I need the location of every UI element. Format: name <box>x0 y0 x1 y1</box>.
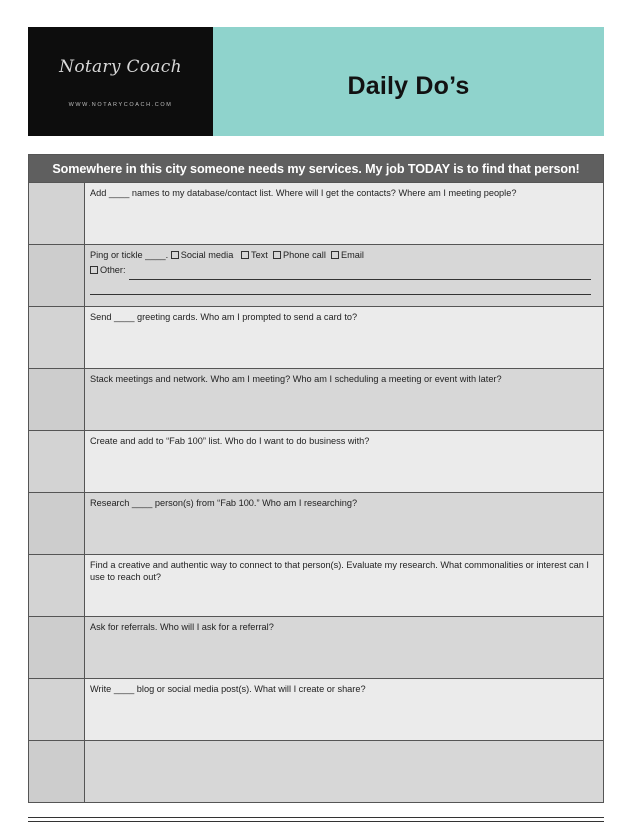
checkbox-icon[interactable] <box>241 251 249 259</box>
checkbox-cell[interactable] <box>29 555 85 616</box>
task-text: Ask for referrals. Who will I ask for a referral? <box>85 617 603 678</box>
option-other: Other: <box>100 265 126 275</box>
checkbox-icon[interactable] <box>171 251 179 259</box>
other-fill-line[interactable] <box>129 279 591 280</box>
table-row <box>29 555 603 617</box>
checkbox-icon[interactable] <box>273 251 281 259</box>
table-row <box>29 307 603 369</box>
task-text[interactable] <box>85 741 603 802</box>
task-text: Research ____ person(s) from “Fab 100.” Who am I researching? <box>85 493 603 554</box>
task-text: Write ____ blog or social media post(s). What will I create or share? <box>85 679 603 740</box>
table-row <box>29 493 603 555</box>
checkbox-cell[interactable] <box>29 493 85 554</box>
table-banner: Somewhere in this city someone needs my services. My job TODAY is to find that person! <box>29 155 603 183</box>
task-text: Stack meetings and network. Who am I meeting? Who am I scheduling a meeting or event with later? <box>85 369 603 430</box>
checkbox-icon[interactable] <box>90 266 98 274</box>
task-text: Create and add to “Fab 100” list. Who do I want to do business with? <box>85 431 603 492</box>
table-row <box>29 741 603 802</box>
checkbox-cell[interactable] <box>29 431 85 492</box>
table-row <box>29 679 603 741</box>
header <box>28 27 604 136</box>
task-text: Add ____ names to my database/contact list. Where will I get the contacts? Where am I meeting people? <box>85 183 603 244</box>
checkbox-cell[interactable] <box>29 679 85 740</box>
checkbox-cell[interactable] <box>29 183 85 244</box>
table-row <box>29 431 603 493</box>
logo-text: Notary Coach <box>59 57 182 77</box>
table-row <box>29 369 603 431</box>
task-text: Send ____ greeting cards. Who am I prompted to send a card to? <box>85 307 603 368</box>
checkbox-cell[interactable] <box>29 245 85 306</box>
daily-tasks-table <box>28 154 604 803</box>
task-text: Ping or tickle ____. <box>90 250 171 260</box>
checkbox-cell[interactable] <box>29 741 85 802</box>
title-box <box>213 27 604 136</box>
footer-divider <box>28 817 604 818</box>
page-title: Daily Do’s <box>347 72 470 100</box>
task-ping <box>85 245 603 306</box>
option-text: Text <box>250 250 268 260</box>
logo <box>28 27 213 136</box>
checkbox-cell[interactable] <box>29 307 85 368</box>
checkbox-cell[interactable] <box>29 617 85 678</box>
option-social-media: Social media <box>180 250 234 260</box>
checkbox-icon[interactable] <box>331 251 339 259</box>
table-row <box>29 617 603 679</box>
option-phone-call: Phone call <box>282 250 326 260</box>
option-email: Email <box>340 250 364 260</box>
logo-url: WWW.NOTARYCOACH.COM <box>68 102 173 108</box>
checkbox-cell[interactable] <box>29 369 85 430</box>
table-row <box>29 183 603 245</box>
table-row <box>29 245 603 307</box>
task-text: Find a creative and authentic way to connect to that person(s). Evaluate my research. What commonalities or interest can I use to reach out? <box>85 555 603 616</box>
other-fill-line-2[interactable] <box>90 294 591 295</box>
